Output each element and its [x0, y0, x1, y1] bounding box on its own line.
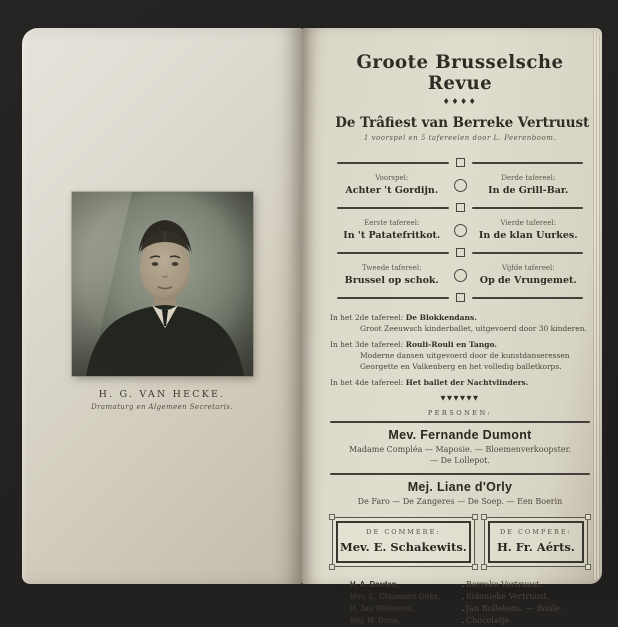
square-ornament-icon [456, 158, 465, 167]
note-tableau-4: In het 4de tafereel: Het ballet der Nachtvlinders. [330, 377, 529, 387]
corner-ornament-icon [472, 514, 478, 520]
scene-voorspel: Voorspel: Achter 't Gordijn. [345, 174, 439, 196]
scene-vijfde: Vijfde tafereel: Op de Vrungemet. [479, 264, 577, 286]
note-tableau-3: In het 3de tafereel: Rouli-Rouli en Tango. Moderne dansen uitgevoerd door de kunstdanseressen Georgette en Valkenberg en het volledig balletkorps. [330, 340, 570, 371]
open-booklet [22, 28, 602, 625]
corner-ornament-icon [481, 564, 487, 570]
divider [330, 158, 590, 167]
divider [330, 293, 590, 302]
square-ornament-icon [456, 293, 465, 302]
scene-row [330, 167, 590, 203]
portrait-photo [72, 192, 253, 376]
scene-tweede: Tweede tafereel: Brussel op schok. [344, 264, 439, 286]
cast-row: H. A. Darden, . . Berreke Vertruust. [350, 579, 584, 591]
divider [330, 248, 590, 257]
circle-ornament-icon [454, 224, 467, 237]
box-label: DE COMMERE: [366, 527, 441, 536]
square-ornament-icon [456, 248, 465, 257]
cast-row: Mej. M. Dons, . . Chocolatje. [350, 615, 584, 627]
performer-roles: De Faro — De Zangeres — De Soep. — Een Boerin [357, 496, 563, 506]
byline: 1 voorspel en 5 tafereelen door L. Peerenboom. [363, 134, 557, 142]
revue-title: Groote Brusselsche Revue [356, 52, 564, 94]
divider [330, 203, 590, 212]
diamond-ornament: ♦♦♦♦ [442, 97, 478, 106]
caption-name: H. G. VAN HECKE. [98, 389, 226, 400]
rule [330, 473, 590, 475]
corner-ornament-icon [585, 514, 591, 520]
performer-name: Mev. Fernande Dumont [388, 427, 532, 442]
note-tableau-2: In het 2de tafereel: De Blokkendans. Groot Zeeuwsch kinderballet, uitgevoerd door 30 kinderen. [330, 313, 587, 334]
circle-ornament-icon [454, 179, 467, 192]
play-title: De Trâfiest van Berreke Vertruust [335, 115, 590, 131]
scene-row [330, 257, 590, 293]
circle-ornament-icon [454, 269, 467, 282]
lead-boxes [332, 517, 588, 567]
corner-ornament-icon [329, 564, 335, 570]
left-page [22, 28, 302, 584]
performer-name: Mej. Liane d'Orly [407, 479, 513, 494]
corner-ornament-icon [585, 564, 591, 570]
square-ornament-icon [456, 203, 465, 212]
triangle-ornament: ▼▼▼▼▼▼ [440, 393, 480, 402]
right-page [302, 28, 602, 625]
cast-row: H. Jan Willekens, . . Jan Bollekens. — Boule. [350, 603, 584, 615]
corner-ornament-icon [481, 514, 487, 520]
rule [330, 421, 590, 423]
scene-row [330, 212, 590, 248]
cast-row: Mev. C. Clauwaert-Dirks, . . Sidonieke Vertruust. [350, 591, 584, 603]
photo-caption [22, 389, 302, 411]
caption-role: Dramaturg en Algemeen Secretaris. [91, 403, 233, 411]
scene-eerste: Eerste tafereel: In 't Patatefritkot. [343, 219, 441, 241]
corner-ornament-icon [472, 564, 478, 570]
box-label: DE COMPERE: [499, 527, 572, 536]
personen-heading: PERSONEN: [427, 408, 493, 417]
corner-ornament-icon [329, 514, 335, 520]
tableau-notes [330, 313, 590, 388]
performer-roles: Madame Compléa — Maposie. — Bloemenverkoopster. — De Lollepot. [348, 444, 572, 466]
box-name: H. Fr. Aérts. [496, 539, 575, 554]
scene-list [330, 158, 590, 302]
commere-box [332, 517, 475, 567]
scene-vierde: Vierde tafereel: In de klan Uurkes. [478, 219, 578, 241]
cast-list [350, 579, 584, 627]
scene-derde: Derde tafereel: In de Grill-Bar. [488, 174, 569, 196]
compere-box [484, 517, 588, 567]
box-name: Mev. E. Schakewits. [340, 539, 467, 554]
